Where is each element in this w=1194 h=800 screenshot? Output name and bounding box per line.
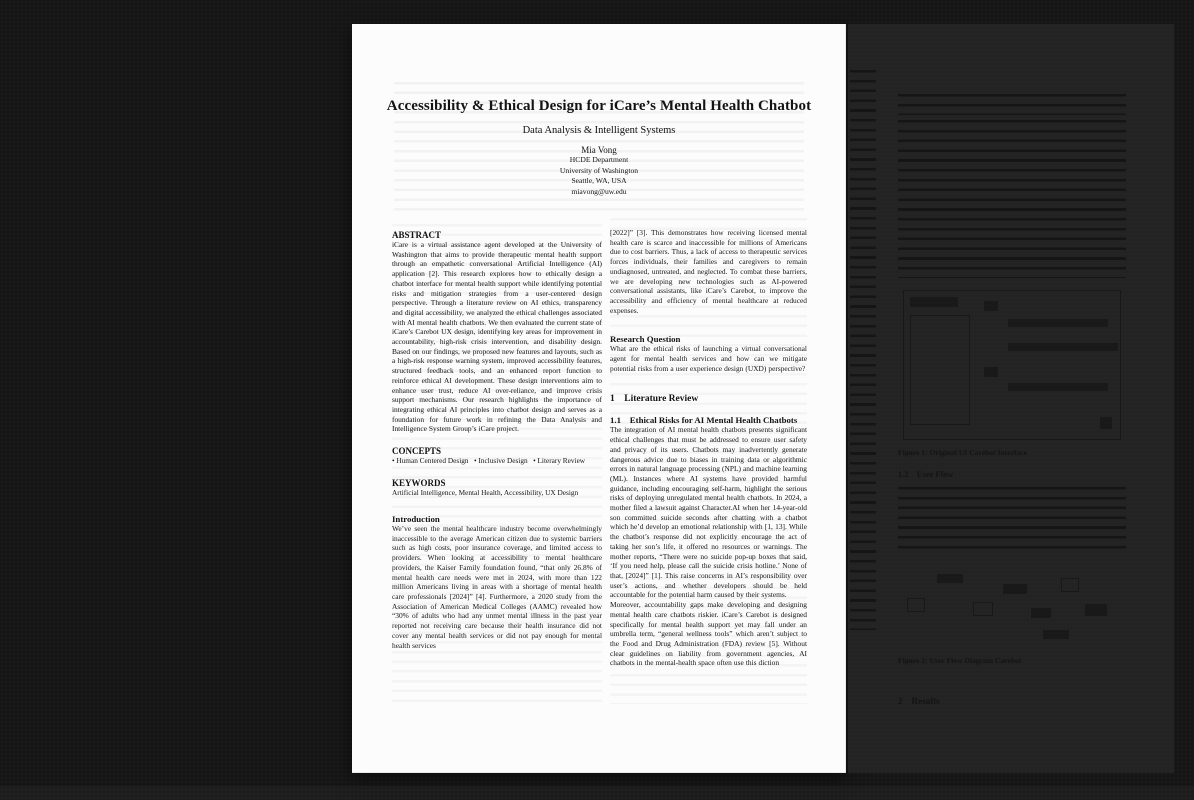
paper-title: Accessibility & Ethical Design for iCare’s Mental Health Chatbot — [386, 98, 812, 114]
ethical-risks-text: The integration of AI mental health chatbots presents significant ethical challenges that must be addressed to ensure user safety and privacy of its users. Chatbots may inadvertently generate dangerous advice due to biases in training data or algorithmic errors in natural language processing (NPL) and machine learning (ML). Instances where AI systems have provided harmful guidance, including encouraging self-harm, highlight the serious risks of deploying unregulated mental health chatbots. In 2024, a mother filed a lawsuit against Character.AI when her 14-year-old son committed suicide seconds after chatting with a chatbot which he’d develop an emotional relationship with [1, 13]. While the chatbot’s response did not explicitly encourage the act of taking her son’s life, it offered no resources or warnings. The mother reports, “There were no suicide pop-up boxes that said, ‘If you need help, please call the suicide crisis hotline.’ None of that, [2024]” [1]. This raise concerns in AI’s responsibility over user’s actions, and whether developers should be held accountable for the potential harm caused by their systems. — [610, 425, 807, 600]
figure1-caption: Figure 1: Original UI Carebot Interface — [898, 448, 1028, 457]
next-page-dimmed — [848, 24, 1174, 773]
dimmed-paragraph — [898, 487, 1126, 555]
introduction-text: We’ve seen the mental healthcare industry become overwhelmingly inaccessible to the average American citizen due to systemic barriers such as high costs, poor insurance coverage, and limited access to providers. When looking at accessibility to mental healthcare providers, the Kaiser Family foundation found, “that only 26.8% of mental health care needs were met in 2024, with more than 122 million Americans living in areas with a shortage of mental health care professionals [2024]” [4]. Furthermore, a 2020 study from the Association of American Medical Colleges (AAMC) revealed how “30% of adults who had any unmet mental illness in the past year reported not receiving care because their health insurance did not cover any mental health services or did not pay enough for mental health services — [392, 524, 602, 650]
keywords-heading: KEYWORDS — [392, 477, 446, 488]
ethical-risks-subheading: 1.1 Ethical Risks for AI Mental Health Chatbots — [610, 415, 798, 426]
author-block — [352, 145, 846, 197]
results-heading: 2 Results — [898, 696, 940, 706]
author-name: Mia Vong — [581, 145, 617, 155]
figure2-caption: Figure 2: User Flow Diagram Carebot — [898, 656, 1022, 665]
column-right — [610, 228, 807, 668]
figure-flow-placeholder — [903, 564, 1119, 650]
figure-ui-placeholder — [903, 290, 1121, 440]
author-email: miavong@uw.edu — [571, 186, 627, 196]
author-department: HCDE Department — [569, 155, 629, 165]
abstract-heading: ABSTRACT — [392, 230, 442, 240]
dimmed-paragraph — [898, 94, 1126, 115]
dimmed-paragraph — [898, 120, 1126, 278]
concepts-list: • Human Centered Design • Inclusive Design • Literary Review — [392, 456, 586, 466]
accountability-text: Moreover, accountability gaps make developing and designing mental health care chatbots riskier. iCare’s Carebot is designed specifically for mental health support yet may fall under an umbrella term, “general wellness tools” which aren’t subject to the Food and Drug Administration (FDA) review [5]. Without clear guidelines on liability from government agencies, AI chatbots in the mental-health space often use this diction — [610, 600, 807, 668]
author-location: Seattle, WA, USA — [571, 176, 627, 186]
research-question-heading: Research Question — [610, 334, 681, 345]
author-university: University of Washington — [559, 165, 639, 175]
abstract-text: iCare is a virtual assistance agent developed at the University of Washington that aims to provide therapeutic mental health support through an empathetic conversational Artificial Intelligence (AI) application [2]. This research explores how to ethically design a chatbot interface for mental health support while identifying potential risks and mitigation strategies from a user-centered design perspective. Through a literature review on AI ethics, transparency and digital accessibility, we analyzed the ethical challenges associated with AI mental health chatbots. We then evaluated the current state of iCare’s Carebot UX design, identifying key areas for improvement in accountability, high-risk crisis intervention, and disability design. Based on our findings, we proposed new features and layouts, such as a high-risk response warning system, improved accessibility features, structured feedback tools, and an enhanced report function to reinforce ethical AI development. These design interventions aim to enhance user trust, reduce AI over-reliance, and improve crisis support mechanisms. Our research highlights the importance of integrating ethical AI principles into chatbot design and serves as a foundation for future work in refining the Data Analysis and Intelligence System Group’s iCare project. — [392, 240, 602, 434]
canvas-bottom-glow — [0, 786, 1194, 800]
introduction-heading: Introduction — [392, 514, 440, 525]
dimmed-text-fragment — [850, 70, 876, 630]
research-question-text: What are the ethical risks of launching a virtual conversational agent for mental health services and how can we mitigate potential risks from a user experience design (UXD) perspective? — [610, 344, 807, 373]
keywords-list: Artificial Intelligence, Mental Health, Accessibility, UX Design — [392, 487, 579, 497]
intro-continuation-text: [2022]” [3]. This demonstrates how receiving licensed mental health care is scarce and inaccessible for millions of Americans due to cost barriers. Thus, a lack of access to therapeutic services forces individuals, their families and caregivers to remain undiagnosed, untreated, and neglected. To combat these barriers, we are developing new technologies such as AI-powered conversational assistants, like iCare’s Carebot, to improve the accessibility and efficiency of mental healthcare at reduced expenses. — [610, 228, 807, 315]
paper-page — [352, 24, 846, 773]
column-left — [392, 230, 602, 650]
literature-review-heading: 1 Literature Review — [610, 394, 699, 405]
concepts-heading: CONCEPTS — [392, 446, 442, 457]
user-flow-subheading: 1.2 User Flow — [898, 470, 954, 479]
paper-subtitle: Data Analysis & Intelligent Systems — [522, 125, 676, 136]
